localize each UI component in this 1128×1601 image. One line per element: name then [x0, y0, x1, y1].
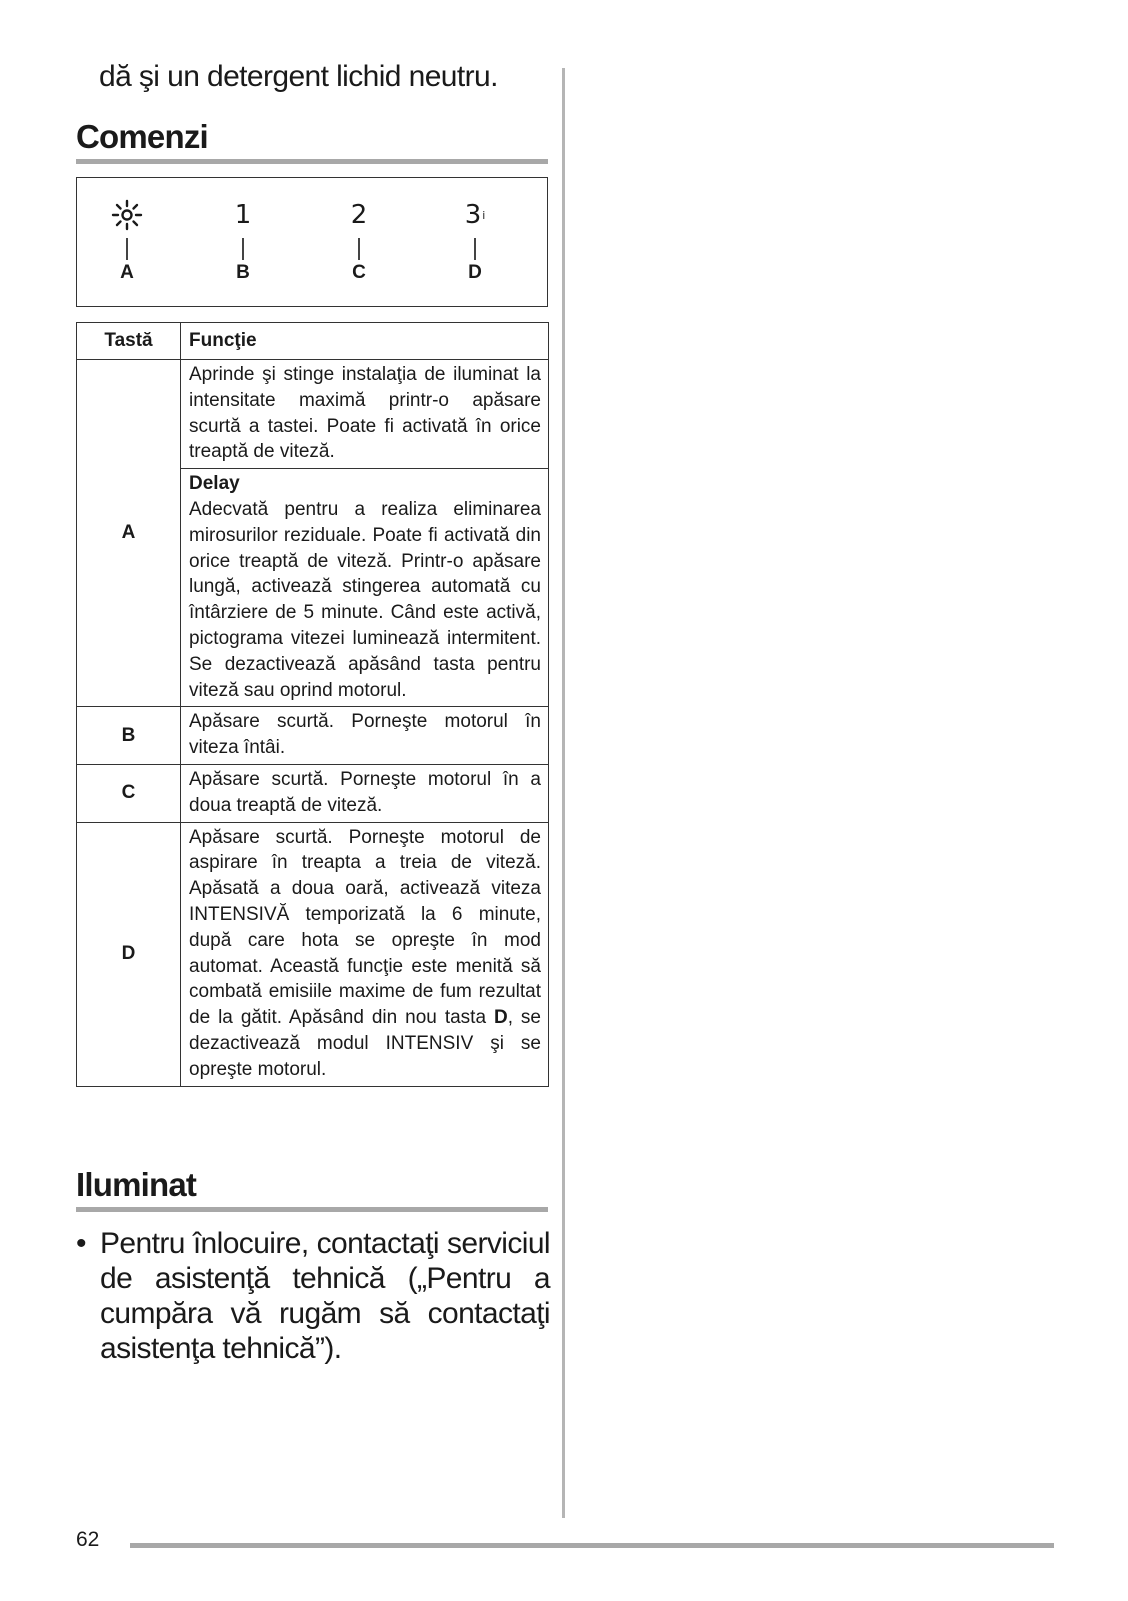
panel-key-label: A: [120, 262, 134, 283]
function-cell: Apăsare scurtă. Porneşte motorul de aspirare în treapta a treia de viteză. Apăsată a doua oară, activează viteza INTENSIVĂ temporizată la 6 minute, după care hota se opreşte în mod automat. Această funcţie este menită să combată emisiile maxime de fum rezultat de la gătit. Apăsând din nou tasta D, se dezactivează modul INTENSIV şi se opreşte motorul.: [181, 822, 549, 1086]
callout-line: [242, 238, 244, 260]
page-number: 62: [76, 1528, 100, 1551]
table-row: [77, 822, 549, 1086]
key-cell-d: D: [77, 822, 181, 1086]
function-title: Delay: [189, 473, 240, 495]
panel-key-label: C: [352, 262, 366, 283]
bullet-text: Pentru înlocuire, contactaţi serviciul de asistenţă tehnică („Pentru a cumpăra vă rugăm să contactaţi asistenţa tehnică”).: [100, 1227, 550, 1365]
panel-key-label: D: [468, 262, 482, 283]
function-cell: Apăsare scurtă. Porneşte motorul în viteza întâi.: [181, 707, 549, 765]
footer-rule: [130, 1543, 1054, 1548]
column-header-key: Tastă: [77, 323, 181, 360]
function-table: [76, 322, 549, 1087]
callout-line: [358, 238, 360, 260]
column-divider: [562, 68, 565, 1518]
light-icon: [97, 198, 157, 232]
column-header-function: Funcţie: [181, 323, 549, 360]
lighting-bullet: [76, 1226, 550, 1366]
bullet-icon: •: [76, 1227, 86, 1260]
table-row: [77, 764, 549, 822]
callout-line: [126, 238, 128, 260]
speed-3-intensive-icon: 3 i: [464, 200, 486, 230]
control-panel-diagram: [76, 177, 548, 307]
table-header-row: [77, 323, 549, 360]
panel-key-label: B: [236, 262, 250, 283]
panel-key-c: [329, 178, 389, 306]
key-cell-b: B: [77, 707, 181, 765]
function-cell: Apăsare scurtă. Porneşte motorul în a doua treaptă de viteză.: [181, 764, 549, 822]
key-cell-a: A: [77, 360, 181, 707]
intro-text: dă şi un detergent lichid neutru.: [99, 60, 498, 93]
table-row: [77, 707, 549, 765]
table-row: [77, 360, 549, 469]
key-cell-c: C: [77, 764, 181, 822]
speed-2-icon: 2: [350, 200, 368, 230]
speed-1-icon: 1: [234, 200, 252, 230]
function-cell-delay: Delay Adecvată pentru a realiza eliminarea mirosurilor reziduale. Poate fi activată din orice treaptă de viteză. Printr-o apăsare lungă, activează stingerea automată cu întârziere de 5 minute. Când este activă, pictograma vitezei luminează intermitent. Se dezactivează apăsând tasta pentru viteză sau oprind motorul.: [181, 469, 549, 707]
section-title-lighting: Iluminat: [76, 1165, 548, 1212]
section-title-controls: Comenzi: [76, 117, 548, 164]
function-cell: Aprinde şi stinge instalaţia de iluminat la intensitate maximă printr-o apăsare scurtă a tastei. Poate fi activată în orice treaptă de viteză.: [181, 360, 549, 469]
panel-key-a: [97, 178, 157, 306]
callout-line: [474, 238, 476, 260]
panel-key-d: [445, 178, 505, 306]
panel-key-b: [213, 178, 273, 306]
